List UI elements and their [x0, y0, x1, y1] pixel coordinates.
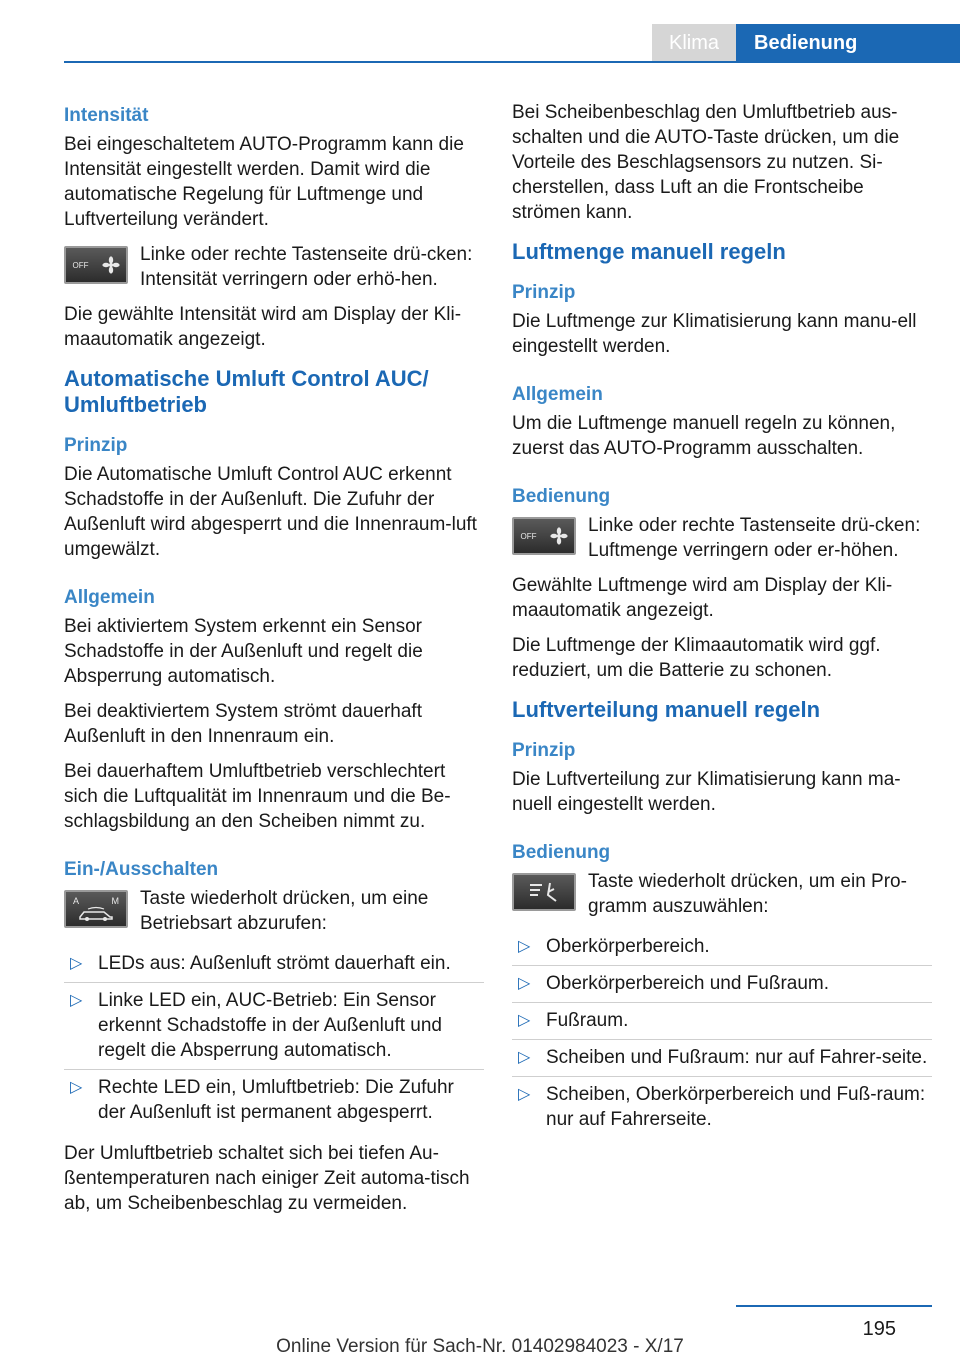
off-fan-button-icon: OFF	[64, 246, 128, 284]
section-tab-bedienung: Bedienung	[736, 24, 960, 62]
left-column	[64, 104, 484, 1226]
betriebsart-list	[64, 946, 484, 1131]
online-version-note: Online Version für Sach-Nr. 01402984023 - X/17	[276, 1336, 684, 1357]
intensitaet-icon-text: Linke oder rechte Tastenseite drü‐cken: Intensität verringern oder erhö‐hen.	[140, 244, 473, 290]
intensitaet-display-text: Die gewählte Intensität wird am Display der Kli‐maautomatik angezeigt.	[64, 304, 462, 350]
heading-allgemein: Allgemein	[512, 384, 603, 405]
intensitaet-icon-paragraph	[64, 242, 484, 292]
page-number: 195	[862, 1318, 896, 1340]
list-item: ▷ Oberkörperbereich.	[512, 929, 932, 965]
header-rule	[64, 61, 960, 63]
luftmenge-allgemein-text: Um die Luftmenge manuell regeln zu können, zuerst das AUTO-Programm ausschalten.	[512, 413, 896, 459]
list-item: ▷ Scheiben und Fußraum: nur auf Fahrer‐seite.	[512, 1039, 932, 1076]
heading-luftverteilung: Luftverteilung manuell regeln	[512, 697, 821, 722]
list-item: ▷ Fußraum.	[512, 1002, 932, 1039]
heading-prinzip: Prinzip	[512, 740, 576, 761]
heading-prinzip: Prinzip	[64, 435, 128, 456]
page-header	[0, 0, 960, 64]
heading-luftmenge: Luftmenge manuell regeln	[512, 239, 786, 264]
heading-ein-ausschalten: Ein-/Ausschalten	[64, 859, 219, 880]
a-m-recirculation-car-icon: A M	[64, 890, 128, 928]
umluft-text: Der Umluftbetrieb schaltet sich bei tiefen Au‐ßentemperaturen nach einiger Zeit automa‐tisch ab, um Scheibenbeschlag zu vermeiden.	[64, 1143, 470, 1214]
prinzip-text: Die Automatische Umluft Control AUC erkennt Schadstoffe in der Außenluft. Die Zufuhr der Außenluft wird abgesperrt und die Innenraum‐luft umgewälzt.	[64, 464, 477, 560]
allgemein-paragraph-2: Bei deaktiviertem System strömt dauerhaft Außenluft in den Innenraum ein.	[64, 701, 422, 747]
ein-aus-icon-paragraph	[64, 886, 484, 936]
heading-bedienung: Bedienung	[512, 842, 611, 863]
luftverteilung-icon-paragraph	[512, 869, 932, 919]
bedienung-icon-paragraph	[512, 513, 932, 563]
list-item: ▷ Oberkörperbereich und Fußraum.	[512, 965, 932, 1002]
heading-bedienung: Bedienung	[512, 486, 611, 507]
list-item: ▷ Scheiben, Oberkörperbereich und Fuß‐raum: nur auf Fahrerseite.	[512, 1076, 932, 1138]
luftmenge-prinzip-text: Die Luftmenge zur Klimatisierung kann manu‐ell eingestellt werden.	[512, 311, 917, 357]
luftmenge-display-text: Gewählte Luftmenge wird am Display der Kli‐maautomatik angezeigt.	[512, 575, 893, 621]
luftmenge-reduziert-text: Die Luftmenge der Klimaautomatik wird ggf. reduziert, um die Batterie zu schonen.	[512, 635, 881, 681]
heading-prinzip: Prinzip	[512, 282, 576, 303]
list-item: ▷ Rechte LED ein, Umluftbetrieb: Die Zufuhr der Außenluft ist permanent abgesperrt.	[64, 1069, 484, 1131]
section-tab-klima: Klima	[652, 24, 736, 62]
air-distribution-seat-icon	[512, 873, 576, 911]
footer-rule	[736, 1305, 932, 1307]
luftverteilung-prinzip-text: Die Luftverteilung zur Klimatisierung kann ma‐nuell eingestellt werden.	[512, 769, 901, 815]
allgemein-paragraph-1: Bei aktiviertem System erkennt ein Sensor Schadstoffe in der Außenluft und regelt die Absperrung automatisch.	[64, 616, 423, 687]
luftverteilung-list	[512, 929, 932, 1138]
list-item: ▷ Linke LED ein, AUC-Betrieb: Ein Sensor erkennt Schadstoffe in der Außenluft und regelt die Absperrung automatisch.	[64, 982, 484, 1069]
beschlag-text: Bei Scheibenbeschlag den Umluftbetrieb aus‐schalten und die AUTO-Taste drücken, um die Vorteile des Beschlagsensors zu nutzen. Si‐cherstellen, dass Luft an die Frontscheibe strömen kann.	[512, 102, 900, 223]
bedienung-icon-text: Linke oder rechte Tastenseite drü‐cken: Luftmenge verringern oder er‐höhen.	[588, 515, 921, 561]
intensitaet-text: Bei eingeschaltetem AUTO-Programm kann die Intensität eingestellt werden. Damit wird die automatische Regelung für Luftmenge und Luftverteilung verändert.	[64, 134, 464, 230]
off-fan-button-icon: OFF	[512, 517, 576, 555]
heading-allgemein: Allgemein	[64, 587, 155, 608]
heading-intensitaet: Intensität	[64, 105, 149, 126]
heading-auc: Automatische Umluft Control AUC/ Umluftbetrieb	[64, 366, 429, 417]
allgemein-paragraph-3: Bei dauerhaftem Umluftbetrieb verschlechtert sich die Luftqualität im Innenraum und die Be‐schlagsbildung an den Scheiben nimmt zu.	[64, 761, 451, 832]
ein-aus-icon-text: Taste wiederholt drücken, um eine Betriebsart abzurufen:	[140, 888, 429, 934]
right-column	[512, 100, 932, 1148]
list-item: ▷ LEDs aus: Außenluft strömt dauerhaft ein.	[64, 946, 484, 982]
luftverteilung-icon-text: Taste wiederholt drücken, um ein Pro‐gramm auszuwählen:	[588, 871, 907, 917]
